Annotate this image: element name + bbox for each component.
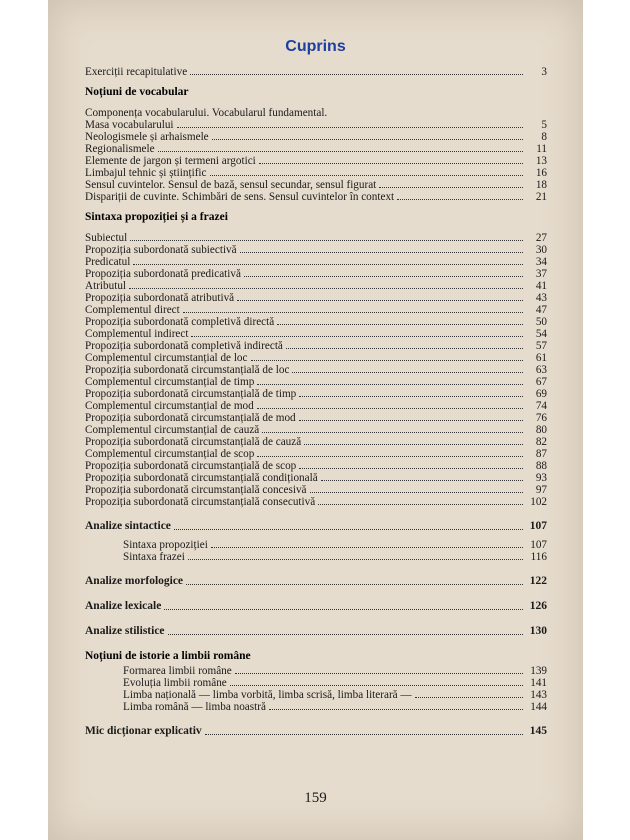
toc-label: Analize stilistice [85, 625, 165, 637]
dot-leader [174, 529, 523, 530]
toc-entry [85, 143, 547, 155]
toc-entry [85, 484, 547, 496]
dot-leader [415, 697, 523, 698]
toc-entry [85, 412, 547, 424]
section-heading-istorie: Noțiuni de istorie a limbii române [85, 650, 251, 662]
toc-entry [85, 244, 547, 256]
toc-entry [85, 472, 547, 484]
dot-leader [191, 336, 523, 337]
toc-page: 67 [535, 376, 547, 388]
toc-label: Complementul direct [85, 304, 180, 316]
toc-label: Complementul circumstanțial de cauză [85, 424, 260, 436]
toc-label: Propoziția subordonată predicativă [85, 268, 241, 280]
toc-label: Complementul circumstanțial de loc [85, 352, 248, 364]
dot-leader [310, 492, 524, 493]
toc-label: Propoziția subordonată circumstanțială concesivă [85, 484, 307, 496]
toc-entry [85, 191, 547, 203]
toc-page: 5 [541, 119, 547, 131]
toc-label: Sensul cuvintelor. Sensul de bază, sensul secundar, sensul figurat [85, 179, 377, 191]
toc-entry [85, 328, 547, 340]
toc-page: 11 [536, 143, 547, 155]
dot-leader [257, 456, 523, 457]
toc-entry [85, 340, 547, 352]
toc-label: Propoziția subordonată circumstanțială de timp [85, 388, 297, 400]
section-heading-analize-morfologice [85, 575, 547, 588]
dot-leader [158, 151, 523, 152]
toc-label: Limba națională — limba vorbită, limba scrisă, limba literară — [123, 689, 412, 701]
toc-label: Masa vocabularului [85, 119, 174, 131]
toc-page: 145 [529, 725, 547, 737]
toc-label: Regionalismele [85, 143, 155, 155]
toc-page: 43 [535, 292, 547, 304]
toc-label: Propoziția subordonată completivă directă [85, 316, 275, 328]
dot-leader [186, 584, 523, 585]
toc-entry [85, 424, 547, 436]
toc-page: 41 [535, 280, 547, 292]
toc-page: 16 [535, 167, 547, 179]
toc-entry [85, 388, 547, 400]
toc-label: Sintaxa frazei [123, 551, 185, 563]
toc-label: Propoziția subordonată circumstanțială de loc [85, 364, 290, 376]
dot-leader [286, 348, 523, 349]
toc-page: 74 [535, 400, 547, 412]
toc-page: 97 [535, 484, 547, 496]
toc-entry [85, 551, 547, 563]
dot-leader [190, 74, 523, 75]
toc-entry-exercitii [85, 66, 547, 78]
dot-leader [130, 240, 523, 241]
section-heading-sintaxa: Sintaxa propoziției și a frazei [85, 211, 228, 223]
toc-label: Mic dicționar explicativ [85, 725, 202, 737]
toc-label: Analize morfologice [85, 575, 184, 587]
dot-leader [259, 163, 523, 164]
toc-entry [85, 701, 547, 713]
dot-leader [177, 127, 523, 128]
book-page [48, 0, 583, 840]
dot-leader [188, 559, 523, 560]
toc-label: Subiectul [85, 232, 128, 244]
dot-leader [379, 187, 523, 188]
toc-page: 69 [535, 388, 547, 400]
dot-leader [230, 685, 523, 686]
toc-label: Sintaxa propoziției [123, 539, 208, 551]
toc-page: 93 [535, 472, 547, 484]
section-heading-analize-lexicale [85, 600, 547, 613]
toc-page: 50 [535, 316, 547, 328]
dot-leader [304, 444, 523, 445]
toc-page: 37 [535, 268, 547, 280]
toc-entry [85, 665, 547, 677]
toc-entry [85, 316, 547, 328]
toc-entry [85, 539, 547, 551]
dot-leader [244, 276, 523, 277]
dot-leader [211, 547, 523, 548]
toc-page: 57 [535, 340, 547, 352]
section-heading-analize-stilistice [85, 625, 547, 638]
toc-label: Limba română — limba noastră [123, 701, 266, 713]
toc-page: 102 [530, 496, 547, 508]
toc-page: 144 [530, 701, 547, 713]
toc-page: 122 [529, 575, 547, 587]
toc-page: 87 [535, 448, 547, 460]
section-vocabular [85, 107, 547, 203]
toc-entry [85, 352, 547, 364]
dot-leader [164, 609, 523, 610]
toc-entry [85, 155, 547, 167]
dot-leader [237, 300, 523, 301]
toc-label: Complementul circumstanțial de timp [85, 376, 255, 388]
toc-label: Propoziția subordonată circumstanțială de cauză [85, 436, 302, 448]
section-heading-dictionar [85, 725, 547, 738]
toc-entry [85, 677, 547, 689]
toc-label: Predicatul [85, 256, 131, 268]
dot-leader [269, 709, 523, 710]
toc-page: 143 [530, 689, 547, 701]
section-heading-vocabular: Noțiuni de vocabular [85, 86, 189, 98]
toc-label: Propoziția subordonată completivă indirectă [85, 340, 283, 352]
dot-leader [299, 420, 523, 421]
toc-page: 27 [535, 232, 547, 244]
toc-entry [85, 131, 547, 143]
toc-page: 61 [535, 352, 547, 364]
dot-leader [235, 673, 523, 674]
toc-entry [85, 292, 547, 304]
dot-leader [277, 324, 523, 325]
toc-label: Propoziția subordonată circumstanțială condițională [85, 472, 318, 484]
toc-page: 139 [530, 665, 547, 677]
toc-page: 18 [535, 179, 547, 191]
dot-leader [318, 504, 523, 505]
toc-label: Analize lexicale [85, 600, 162, 612]
toc-page: 82 [535, 436, 547, 448]
toc-label: Limbajul tehnic și științific [85, 167, 207, 179]
table-of-contents [85, 66, 547, 738]
toc-entry [85, 436, 547, 448]
dot-leader [251, 360, 524, 361]
toc-label: Propoziția subordonată subiectivă [85, 244, 237, 256]
toc-label: Propoziția subordonată circumstanțială de mod [85, 412, 296, 424]
toc-page: 107 [530, 539, 547, 551]
toc-page: 3 [541, 66, 547, 78]
toc-entry [85, 232, 547, 244]
dot-leader [240, 252, 523, 253]
toc-label: Propoziția subordonată atributivă [85, 292, 235, 304]
dot-leader [133, 264, 523, 265]
toc-page: 63 [535, 364, 547, 376]
toc-page: 54 [535, 328, 547, 340]
toc-page: 141 [530, 677, 547, 689]
dot-leader [168, 634, 523, 635]
toc-page: 47 [535, 304, 547, 316]
section-sintaxa [85, 232, 547, 508]
dot-leader [210, 175, 524, 176]
dot-leader [257, 408, 523, 409]
toc-label: Propoziția subordonată circumstanțială de scop [85, 460, 297, 472]
toc-entry [85, 376, 547, 388]
toc-label: Elemente de jargon și termeni argotici [85, 155, 256, 167]
dot-leader [129, 288, 523, 289]
toc-entry [85, 107, 547, 119]
dot-leader [321, 480, 523, 481]
dot-leader [262, 432, 523, 433]
toc-page: 126 [529, 600, 547, 612]
toc-label: Complementul circumstanțial de scop [85, 448, 255, 460]
dot-leader [183, 312, 523, 313]
page-title: Cuprins [285, 38, 346, 55]
dot-leader [292, 372, 523, 373]
dot-leader [205, 734, 523, 735]
toc-page: 80 [535, 424, 547, 436]
toc-entry [85, 496, 547, 508]
toc-label: Analize sintactice [85, 520, 171, 532]
toc-label: Exerciții recapitulative [85, 66, 188, 78]
toc-label: Complementul circumstanțial de mod [85, 400, 254, 412]
toc-entry [85, 364, 547, 376]
page-number: 159 [304, 790, 327, 806]
toc-label: Componența vocabularului. Vocabularul fundamental. [85, 107, 328, 119]
toc-page: 30 [535, 244, 547, 256]
toc-entry [85, 256, 547, 268]
section-heading-analize-sintactice [85, 520, 547, 533]
toc-entry [85, 304, 547, 316]
toc-page: 8 [541, 131, 547, 143]
toc-page: 107 [529, 520, 547, 532]
toc-entry [85, 448, 547, 460]
toc-label: Complementul indirect [85, 328, 189, 340]
toc-label: Propoziția subordonată circumstanțială consecutivă [85, 496, 316, 508]
toc-label: Formarea limbii române [123, 665, 232, 677]
toc-page: 88 [535, 460, 547, 472]
toc-page: 76 [535, 412, 547, 424]
toc-label: Dispariții de cuvinte. Schimbări de sens. Sensul cuvintelor în context [85, 191, 395, 203]
toc-entry [85, 460, 547, 472]
toc-label: Neologismele și arhaismele [85, 131, 209, 143]
toc-page: 34 [535, 256, 547, 268]
toc-label: Atributul [85, 280, 127, 292]
toc-entry [85, 167, 547, 179]
toc-page: 13 [535, 155, 547, 167]
toc-page: 116 [530, 551, 547, 563]
toc-entry [85, 119, 547, 131]
toc-entry [85, 179, 547, 191]
toc-page: 21 [535, 191, 547, 203]
toc-entry [85, 400, 547, 412]
toc-entry [85, 689, 547, 701]
toc-entry [85, 268, 547, 280]
dot-leader [299, 468, 523, 469]
dot-leader [299, 396, 523, 397]
dot-leader [212, 139, 523, 140]
toc-label: Evoluția limbii române [123, 677, 227, 689]
dot-leader [397, 199, 523, 200]
dot-leader [257, 384, 523, 385]
toc-entry [85, 280, 547, 292]
toc-page: 130 [529, 625, 547, 637]
